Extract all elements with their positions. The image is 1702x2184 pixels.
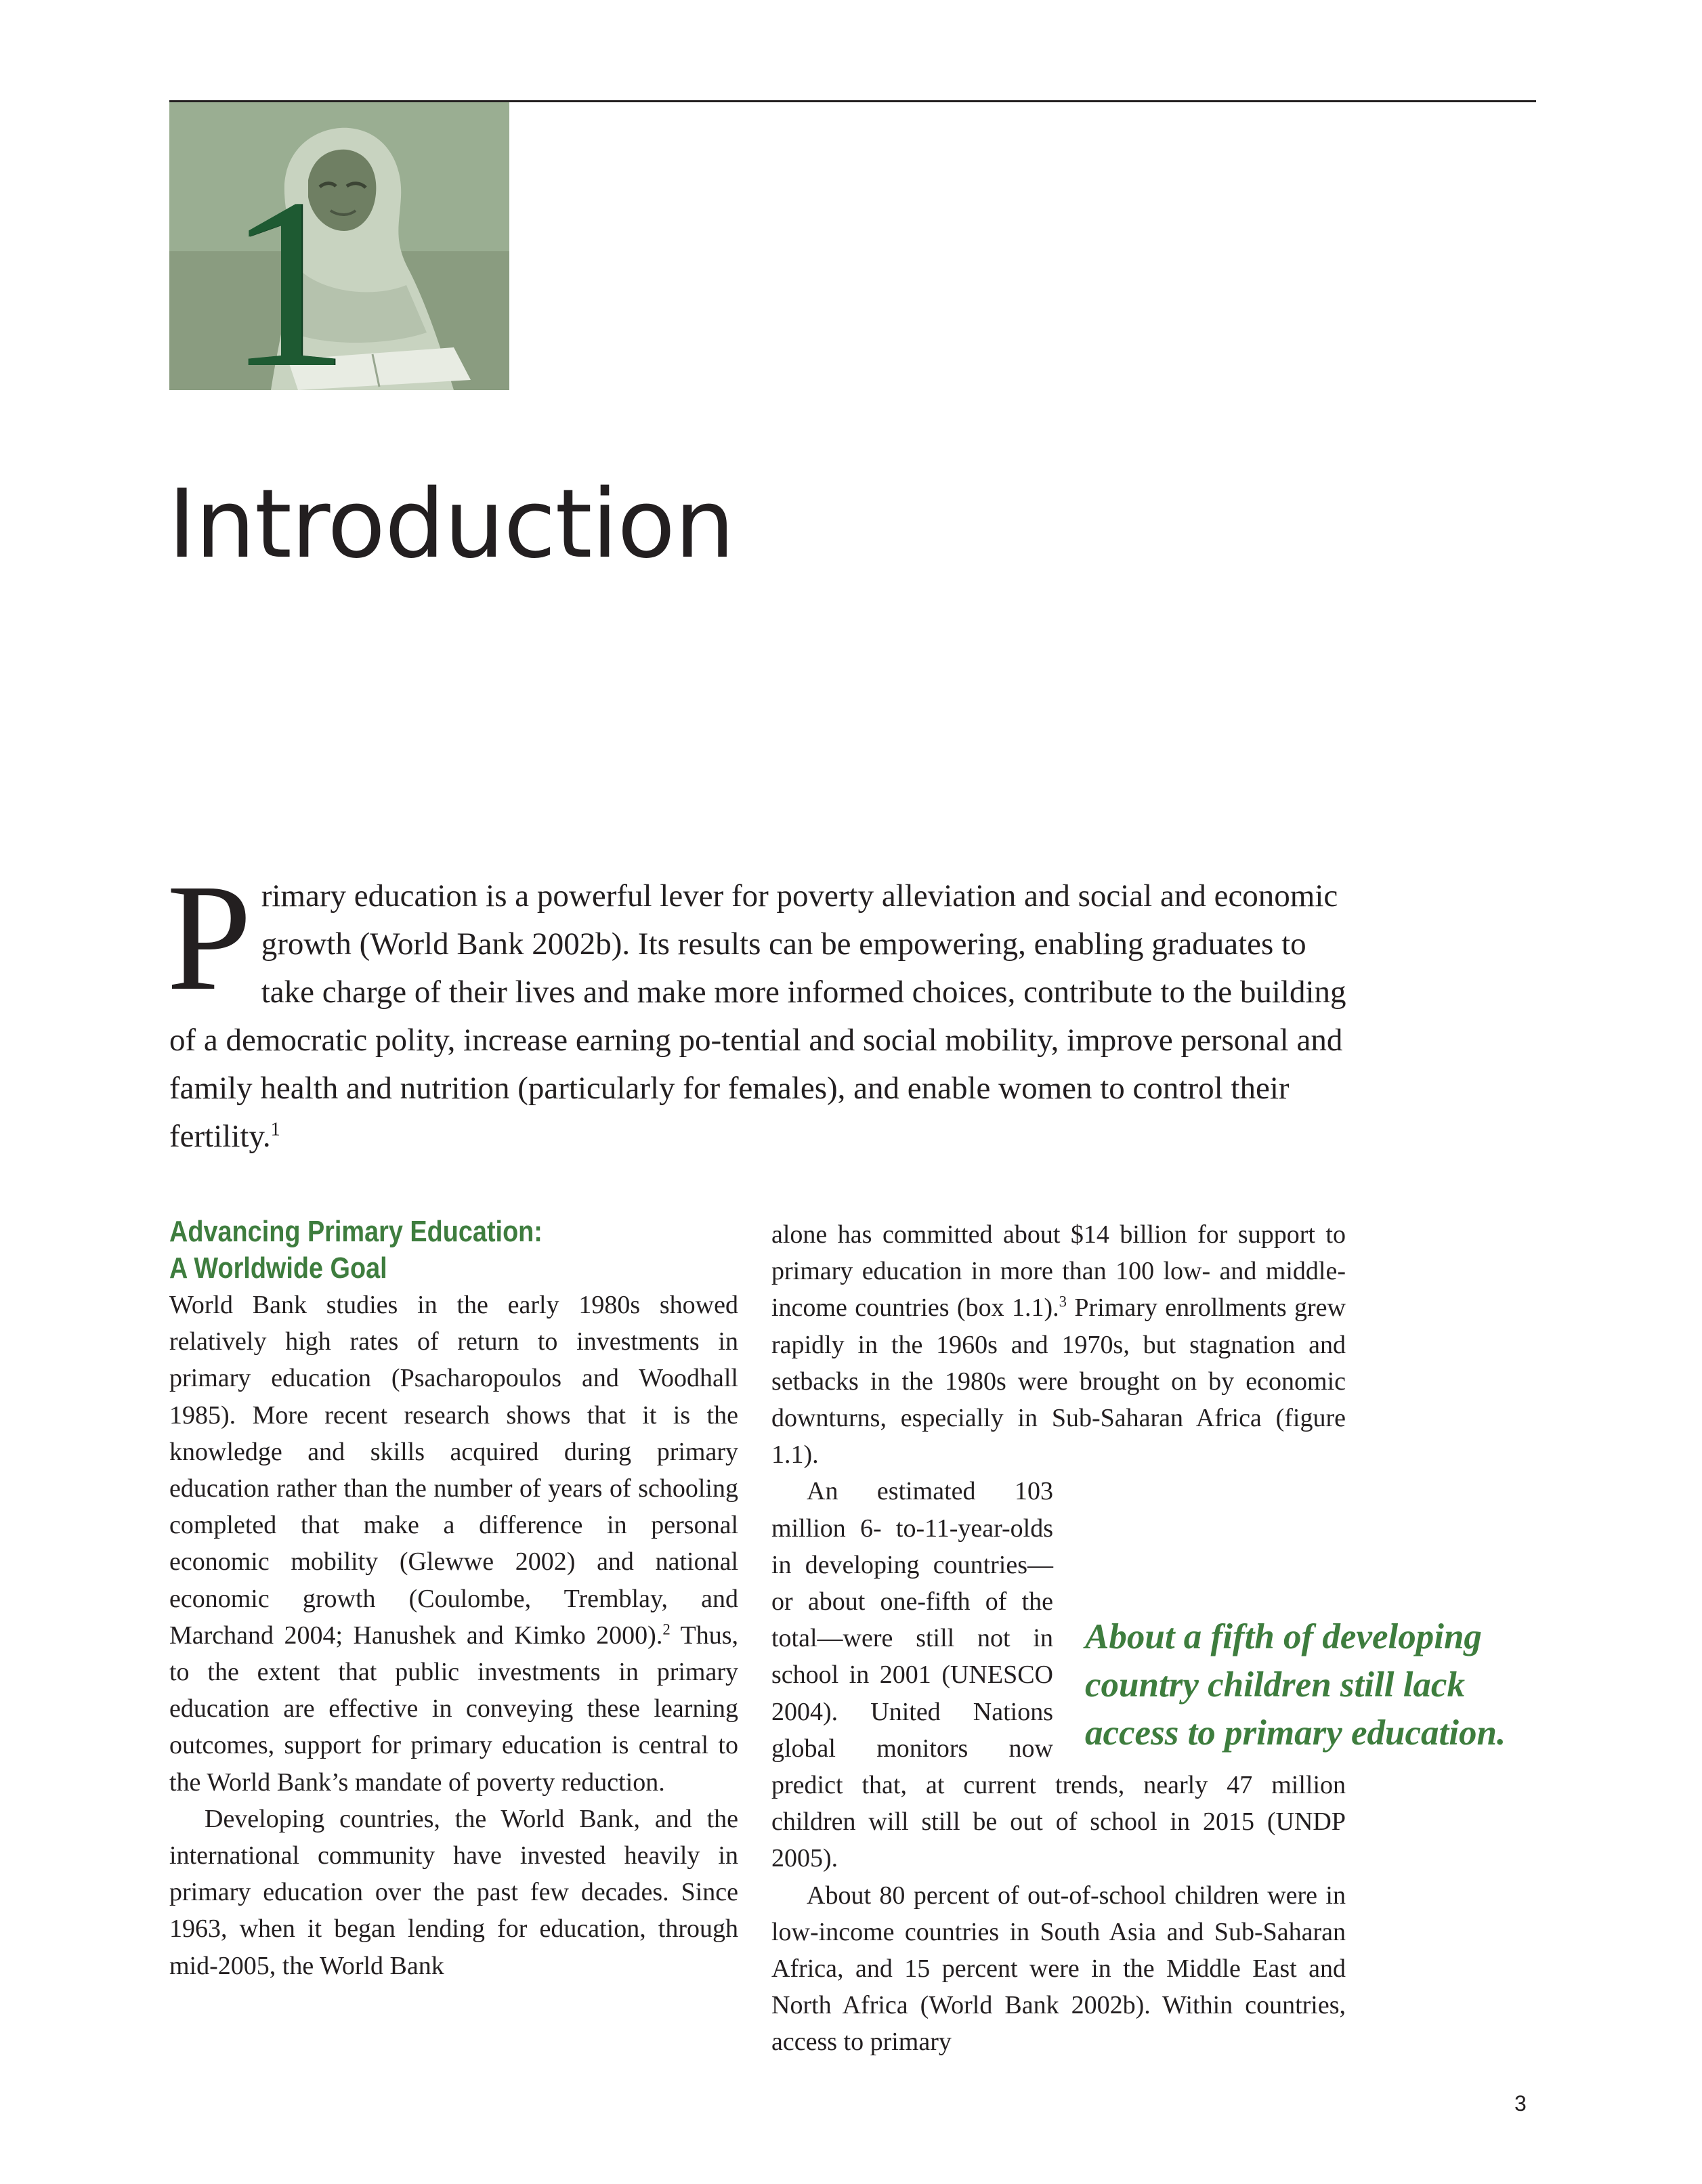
right-paragraph-1-text-cont: Primary enrollments grew rapidly in the 1960s and 1970s, but stagnation and setbacks in the 1980s were brought on by economic downturns, especially in Sub-Saharan Africa (figure 1.1). — [771, 1293, 1346, 1470]
right-paragraph-3: About 80 percent of out-of-school children were in low-income countries in South Asia and Sub-Saharan Africa, and 15 percent were in the Middle East and North Africa (World Bank 2002b). Within countries, access to primary — [771, 1881, 1346, 2057]
chapter-number: 1 — [227, 148, 349, 418]
lead-text: rimary education is a powerful lever for poverty alleviation and social and economic growth (World Bank 2002b). Its results can be empowering, enabling graduates to take charge of their lives and make more informed choices, contribute to the building of a democratic polity, increase earning po-tential and social mobility, improve personal and family health and nutrition (particularly for females), and enable women to control their fertility. — [169, 878, 1346, 1154]
footnote-ref-2: 2 — [662, 1621, 671, 1638]
lead-paragraph — [167, 853, 1349, 1161]
pull-quote: About a fifth of developing country children still lack access to primary education. — [1085, 1617, 1506, 1753]
right-paragraph-2-text: An estimated 103 million 6- to-11-year-olds in developing countries—or about one-fifth of the total—were still not in school in 2001 (UNESCO 2004). United Nations global monitors now predict that, at current trends, nearly 47 million children will still be out of school in 2015 (UNDP 2005). — [771, 1477, 1346, 1873]
right-paragraph-1 — [771, 1216, 1346, 1473]
section-heading-line-1: Advancing Primary Education: — [169, 1215, 542, 1248]
section-heading — [169, 1214, 658, 1287]
left-paragraph-1-text-cont: Thus, to the extent that public investments in primary education are effective in conveying these learning outcomes, support for primary education is central to the World Bank’s mandate of poverty reduction. — [169, 1621, 738, 1797]
left-paragraph-2: Developing countries, the World Bank, and the international community have invested heavily in primary education over the past few decades. Since 1963, when it began lending for education, through mid-2005, the World Bank — [169, 1804, 738, 1980]
footnote-ref-1: 1 — [270, 1119, 280, 1140]
footnote-ref-3: 3 — [1059, 1293, 1067, 1310]
chapter-title: Introduction — [168, 469, 734, 580]
right-paragraph-1-text: alone has committed about $14 billion for support to primary education in more than 100 low- and middle-income countries (box 1.1). — [771, 1220, 1346, 1323]
drop-cap: P — [167, 853, 252, 1022]
page-number: 3 — [1514, 2091, 1527, 2116]
left-paragraph-1 — [169, 1287, 738, 1801]
left-column — [169, 1214, 738, 1984]
section-heading-line-2: A Worldwide Goal — [169, 1251, 387, 1285]
left-paragraph-1-text: World Bank studies in the early 1980s showed relatively high rates of return to investments in primary education (Psacharopoulos and Woodhall 1985). More recent research shows that it is the knowledge and skills acquired during primary education rather than the number of years of schooling completed that make a difference in personal economic mobility (Glewwe 2002) and national economic growth (Coulombe, Tremblay, and Marchand 2004; Hanushek and Kimko 2000). — [169, 1291, 738, 1650]
